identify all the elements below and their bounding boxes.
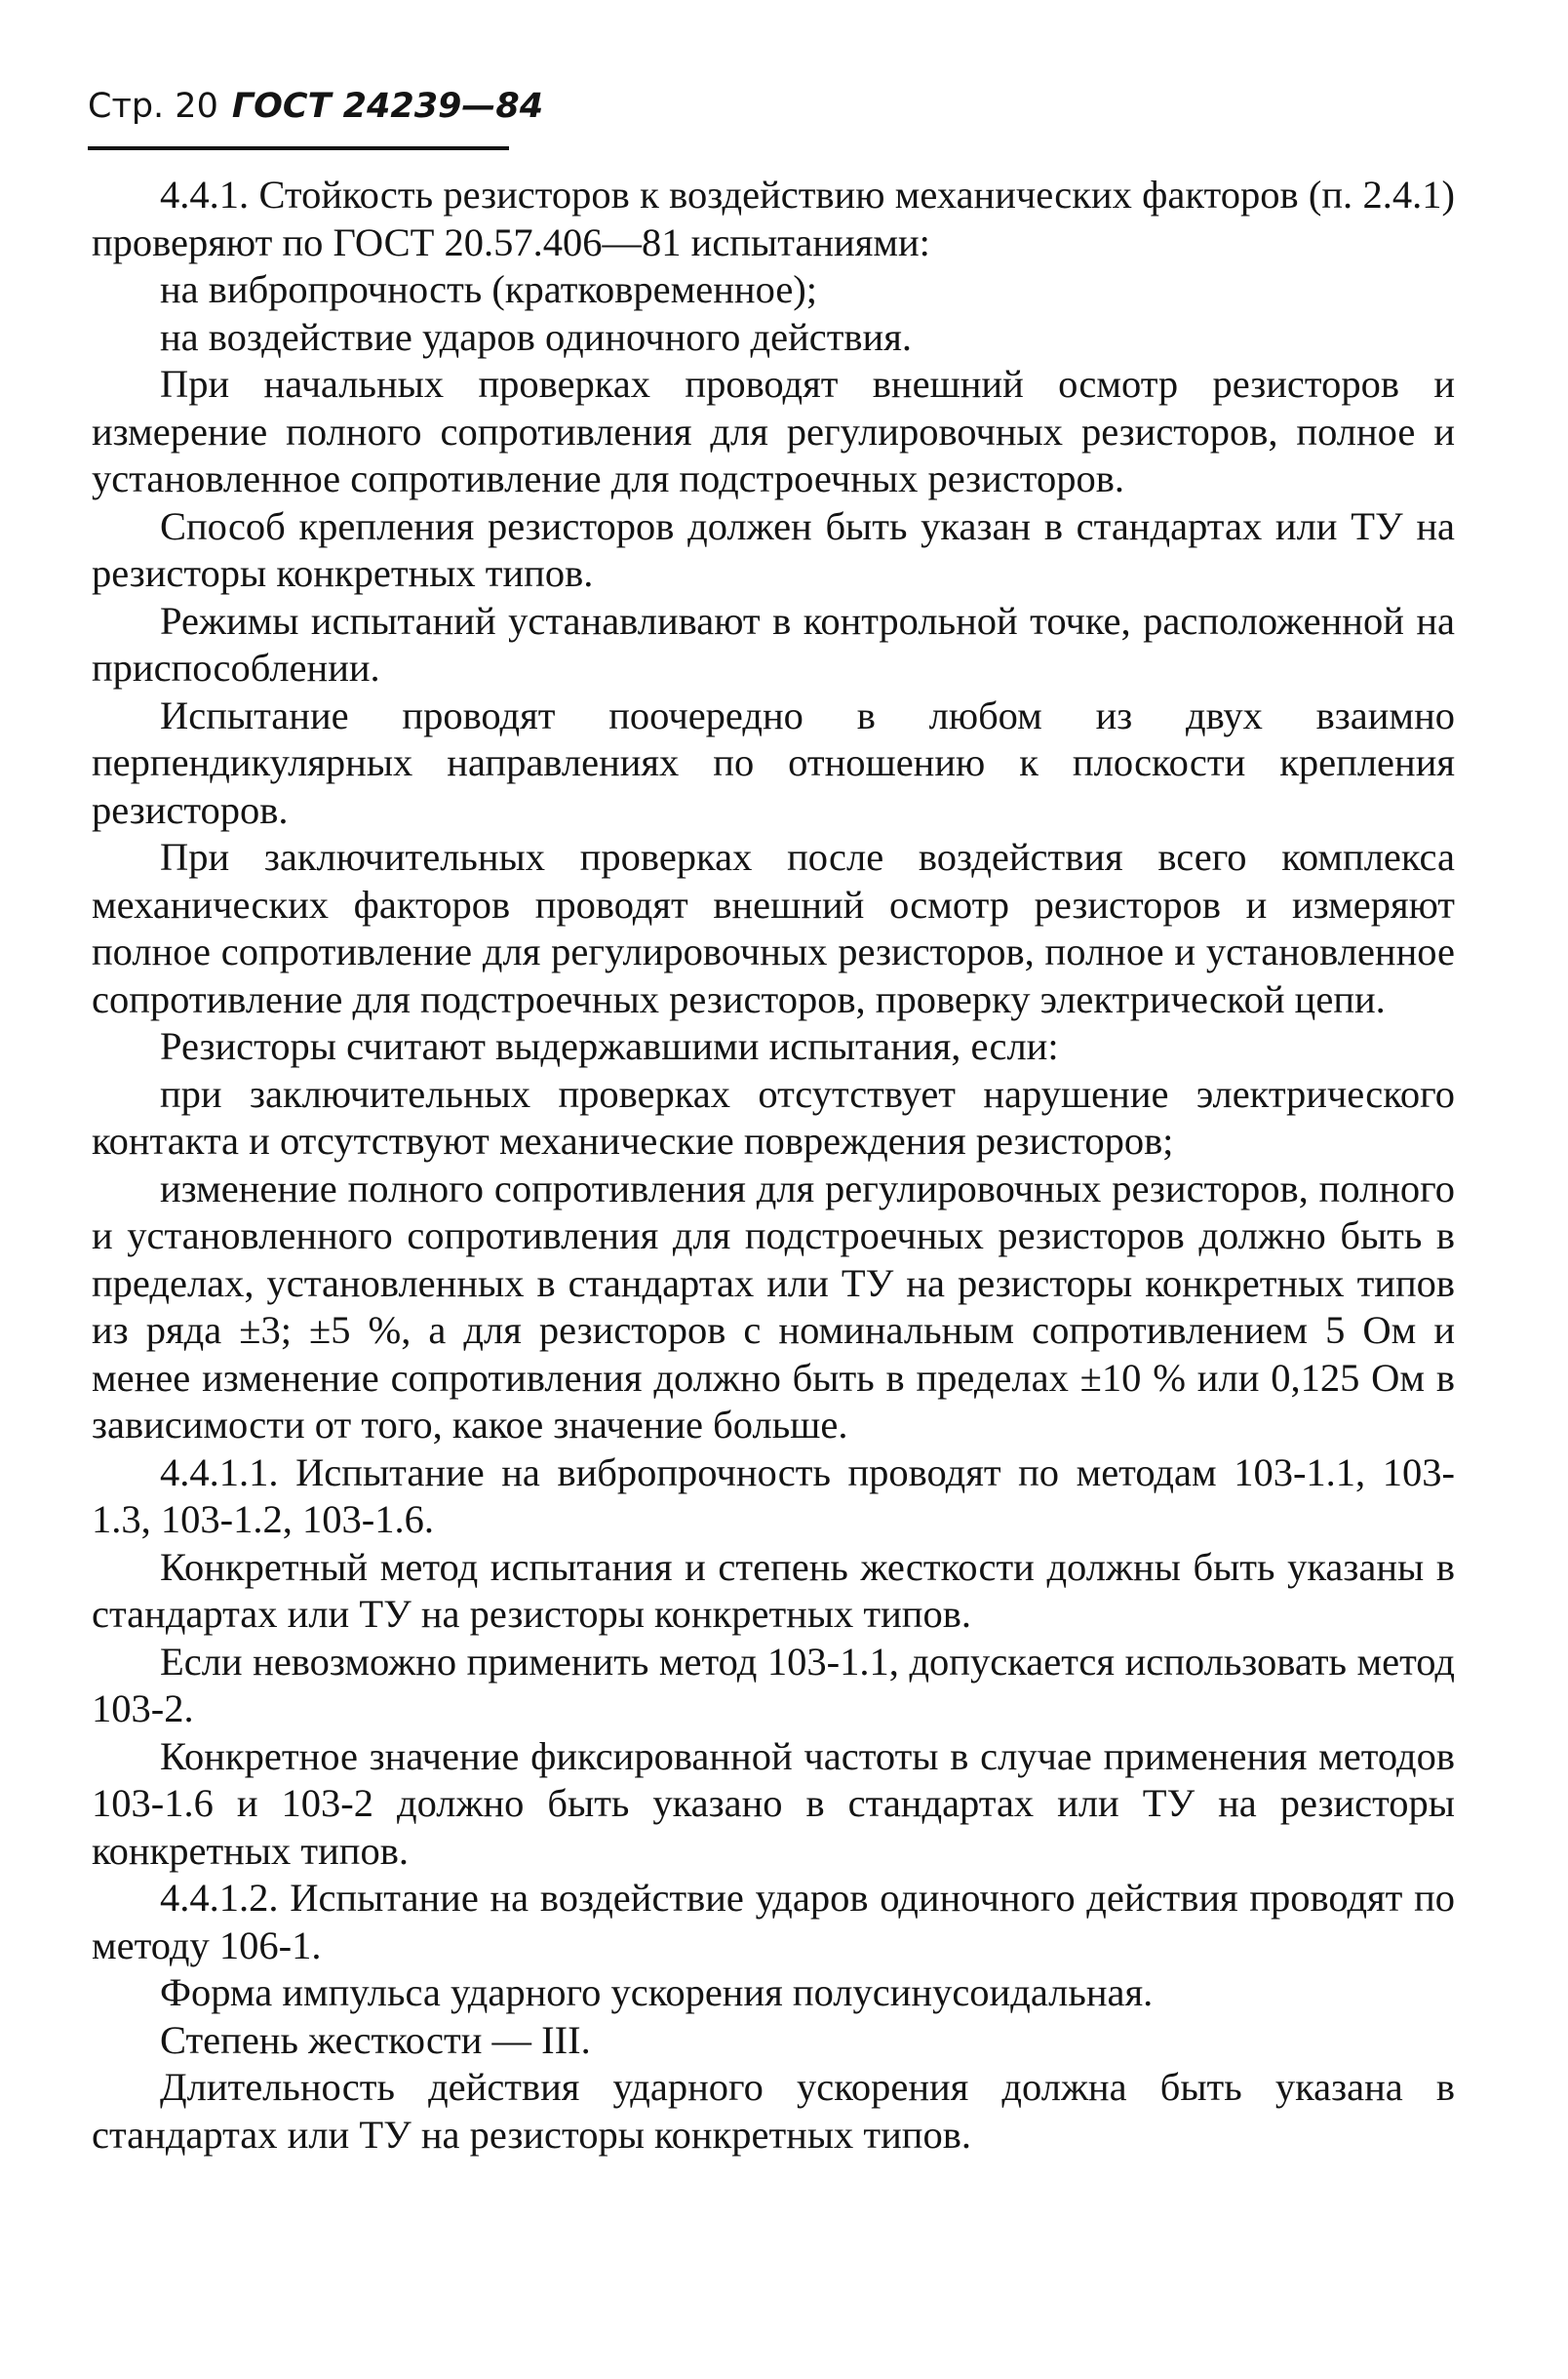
paragraph: 4.4.1. Стойкость резисторов к воздействию механических факторов (п. 2.4.1) проверяют по ГОСТ 20.57.406—81 испытаниями: (92, 173, 1455, 264)
paragraph: Длительность действия ударного ускорения должна быть указана в стандартах или ТУ на резисторы конкретных типов. (92, 2065, 1455, 2157)
paragraph: Степень жесткости — III. (160, 2017, 591, 2062)
paragraph: изменение полного сопротивления для регулировочных резисторов, полного и установленного сопротивления для подстроечных резисторов должно быть в пределах, установленных в стандартах или ТУ на резисторы конкретных типов из ряда ±3; ±5 %, а для резисторов с номинальным сопротивлением 5 Ом и менее изменение сопротивления должно быть в пределах ±10 % или 0,125 Ом в зависимости от того, какое значение больше. (92, 1166, 1455, 1447)
paragraph: Форма импульса ударного ускорения полусинусоидальная. (160, 1970, 1154, 2014)
paragraph: Конкретный метод испытания и степень жесткости должны быть указаны в стандартах или ТУ на резисторы конкретных типов. (92, 1544, 1455, 1636)
paragraph: 4.4.1.2. Испытание на воздействие ударов одиночного действия проводят по методу 106-1. (92, 1876, 1455, 1967)
paragraph: Конкретное значение фиксированной частоты в случае применения методов 103-1.6 и 103-2 должно быть указано в стандартах или ТУ на резисторы конкретных типов. (92, 1733, 1455, 1873)
paragraph: при заключительных проверках отсутствует нарушение электрического контакта и отсутствуют механические повреждения резисторов; (92, 1071, 1455, 1163)
paragraph: Испытание проводят поочередно в любом из двух взаимно перпендикулярных направлениях по отношению к плоскости крепления резисторов. (92, 693, 1455, 832)
page-number: Стр. 20 (88, 87, 218, 126)
paragraph: Если невозможно применить метод 103-1.1, допускается использовать метод 103-2. (92, 1639, 1455, 1730)
paragraph: Резисторы считают выдержавшими испытания, если: (160, 1024, 1059, 1068)
paragraph: Режимы испытаний устанавливают в контрольной точке, расположенной на приспособлении. (92, 598, 1455, 690)
standard-designation: ГОСТ 24239—84 (231, 87, 544, 126)
paragraph: При заключительных проверках после воздействия всего комплекса механических факторов проводят внешний осмотр резисторов и измеряют полное сопротивление для регулировочных резисторов, полное и установленное сопротивление для подстроечных резисторов, проверку электрической цепи. (92, 835, 1455, 1021)
paragraph: на воздействие ударов одиночного действия. (160, 314, 912, 359)
paragraph: на вибропрочность (кратковременное); (160, 267, 818, 311)
paragraph: 4.4.1.1. Испытание на вибропрочность проводят по методам 103-1.1, 103-1.3, 103-1.2, 103-1.6. (92, 1449, 1455, 1541)
paragraph: Способ крепления резисторов должен быть указан в стандартах или ТУ на резисторы конкретных типов. (92, 503, 1455, 595)
page-header (88, 87, 544, 126)
header-rule (88, 146, 509, 150)
paragraph: При начальных проверках проводят внешний осмотр резисторов и измерение полного сопротивления для регулировочных резисторов, полное и установленное сопротивление для подстроечных резисторов. (92, 362, 1455, 500)
body-text (92, 172, 1455, 2159)
